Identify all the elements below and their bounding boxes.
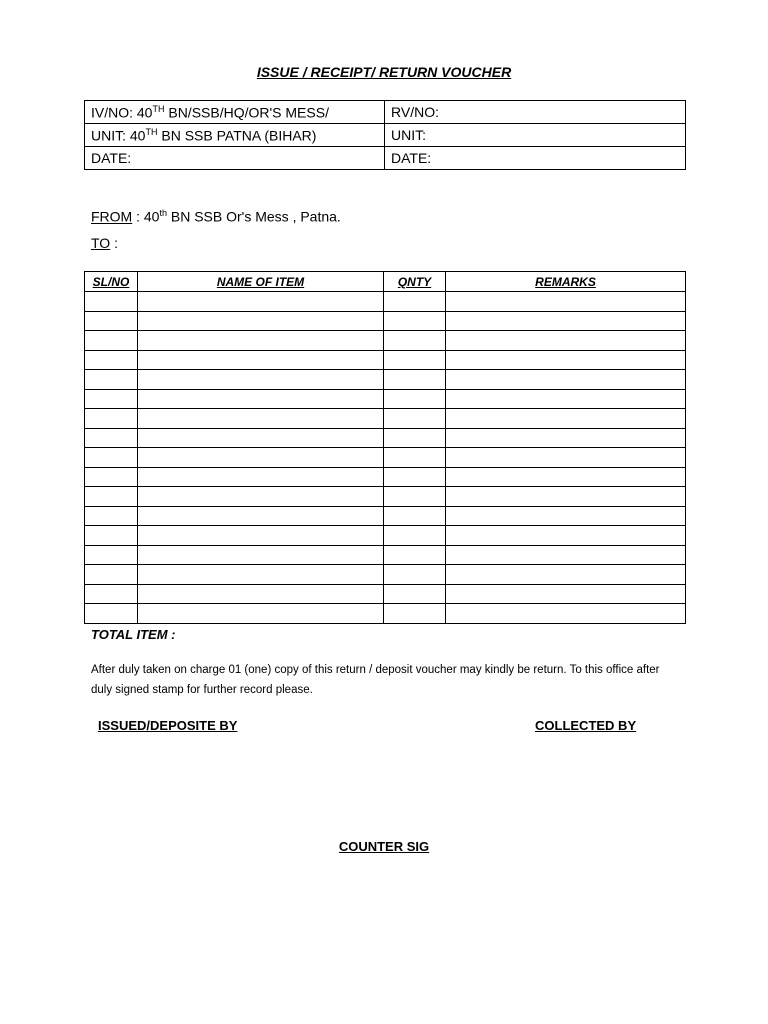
iv-number-cell: [85, 101, 385, 124]
qnty-cell[interactable]: [384, 428, 446, 448]
from-prefix: : 40: [132, 208, 160, 225]
slno-cell[interactable]: [85, 292, 138, 312]
qnty-cell[interactable]: [384, 350, 446, 370]
remarks-cell[interactable]: [446, 428, 686, 448]
table-row: [85, 428, 686, 448]
remarks-cell[interactable]: [446, 545, 686, 565]
table-row: [85, 526, 686, 546]
col-header-item-name: NAME OF ITEM: [138, 272, 384, 292]
items-table: [84, 271, 686, 624]
qnty-cell[interactable]: [384, 584, 446, 604]
item-name-cell[interactable]: [138, 409, 384, 429]
slno-cell[interactable]: [85, 350, 138, 370]
unit-prefix: UNIT: 40: [91, 127, 146, 144]
header-row-date: [85, 147, 686, 170]
voucher-header-table: [84, 100, 686, 170]
remarks-cell[interactable]: [446, 311, 686, 331]
table-row: [85, 350, 686, 370]
iv-sup: TH: [152, 103, 165, 114]
remarks-cell[interactable]: [446, 526, 686, 546]
slno-cell[interactable]: [85, 370, 138, 390]
to-text: :: [110, 235, 118, 251]
qnty-cell[interactable]: [384, 311, 446, 331]
table-row: [85, 545, 686, 565]
total-item-label: TOTAL ITEM :: [91, 627, 176, 642]
slno-cell[interactable]: [85, 389, 138, 409]
from-sup: th: [159, 208, 167, 218]
to-label: TO: [91, 235, 111, 251]
item-name-cell[interactable]: [138, 350, 384, 370]
issued-by-label: ISSUED/DEPOSITE BY: [98, 718, 238, 733]
remarks-cell[interactable]: [446, 467, 686, 487]
unit-sup: TH: [145, 126, 158, 137]
col-header-remarks: REMARKS: [446, 272, 686, 292]
qnty-cell[interactable]: [384, 526, 446, 546]
remarks-cell[interactable]: [446, 389, 686, 409]
table-row: [85, 506, 686, 526]
to-line: [91, 235, 118, 251]
qnty-cell[interactable]: [384, 292, 446, 312]
qnty-cell[interactable]: [384, 506, 446, 526]
table-row: [85, 448, 686, 468]
header-row-iv: [85, 101, 686, 124]
col-header-slno: SL/NO: [85, 272, 138, 292]
item-name-cell[interactable]: [138, 467, 384, 487]
remarks-cell[interactable]: [446, 487, 686, 507]
table-row: [85, 370, 686, 390]
table-row: [85, 584, 686, 604]
table-row: [85, 389, 686, 409]
remarks-cell[interactable]: [446, 292, 686, 312]
unit-suffix: BN SSB PATNA (BIHAR): [157, 127, 317, 144]
qnty-cell[interactable]: [384, 409, 446, 429]
item-name-cell[interactable]: [138, 448, 384, 468]
item-name-cell[interactable]: [138, 604, 384, 624]
table-row: [85, 565, 686, 585]
qnty-cell[interactable]: [384, 370, 446, 390]
slno-cell[interactable]: [85, 604, 138, 624]
unit-left-cell: [85, 124, 385, 147]
from-line: [91, 208, 341, 225]
date-right-cell: DATE:: [385, 147, 686, 170]
table-row: [85, 331, 686, 351]
qnty-cell[interactable]: [384, 331, 446, 351]
header-row-unit: [85, 124, 686, 147]
col-header-qnty: QNTY: [384, 272, 446, 292]
item-name-cell[interactable]: [138, 311, 384, 331]
voucher-title: ISSUE / RECEIPT/ RETURN VOUCHER: [256, 64, 512, 80]
table-row: [85, 487, 686, 507]
unit-right-cell: UNIT:: [385, 124, 686, 147]
iv-suffix: BN/SSB/HQ/OR'S MESS/: [164, 104, 329, 121]
slno-cell[interactable]: [85, 467, 138, 487]
qnty-cell[interactable]: [384, 487, 446, 507]
qnty-cell[interactable]: [384, 467, 446, 487]
collected-by-label: COLLECTED BY: [535, 718, 637, 733]
slno-cell[interactable]: [85, 409, 138, 429]
item-name-cell[interactable]: [138, 506, 384, 526]
item-name-cell[interactable]: [138, 331, 384, 351]
from-suffix: BN SSB Or's Mess , Patna.: [166, 208, 341, 225]
remarks-cell[interactable]: [446, 409, 686, 429]
item-name-cell[interactable]: [138, 545, 384, 565]
qnty-cell[interactable]: [384, 389, 446, 409]
item-name-cell[interactable]: [138, 584, 384, 604]
from-label: FROM: [91, 208, 133, 225]
counter-sig-label: COUNTER SIG: [338, 839, 430, 854]
remarks-cell[interactable]: [446, 604, 686, 624]
remarks-cell[interactable]: [446, 565, 686, 585]
qnty-cell[interactable]: [384, 604, 446, 624]
qnty-cell[interactable]: [384, 545, 446, 565]
date-left-cell: DATE:: [85, 147, 385, 170]
item-name-cell[interactable]: [138, 487, 384, 507]
rv-number-cell: RV/NO:: [385, 101, 686, 124]
slno-cell[interactable]: [85, 448, 138, 468]
iv-prefix: IV/NO: 40: [91, 104, 153, 121]
item-name-cell[interactable]: [138, 292, 384, 312]
table-row: [85, 409, 686, 429]
slno-cell[interactable]: [85, 331, 138, 351]
qnty-cell[interactable]: [384, 565, 446, 585]
item-name-cell[interactable]: [138, 526, 384, 546]
slno-cell[interactable]: [85, 311, 138, 331]
slno-cell[interactable]: [85, 545, 138, 565]
items-body: [85, 292, 686, 624]
remarks-cell[interactable]: [446, 448, 686, 468]
item-name-cell[interactable]: [138, 370, 384, 390]
slno-cell[interactable]: [85, 506, 138, 526]
qnty-cell[interactable]: [384, 448, 446, 468]
item-name-cell[interactable]: [138, 389, 384, 409]
remarks-cell[interactable]: [446, 370, 686, 390]
slno-cell[interactable]: [85, 526, 138, 546]
items-header-row: [85, 272, 686, 292]
table-row: [85, 467, 686, 487]
table-row: [85, 311, 686, 331]
item-name-cell[interactable]: [138, 565, 384, 585]
remarks-cell[interactable]: [446, 584, 686, 604]
remarks-cell[interactable]: [446, 350, 686, 370]
slno-cell[interactable]: [85, 428, 138, 448]
slno-cell[interactable]: [85, 487, 138, 507]
table-row: [85, 604, 686, 624]
instruction-note: After duly taken on charge 01 (one) copy of this return / deposit voucher may kindly be return. To this office after duly signed stamp for further record please.: [91, 664, 660, 696]
item-name-cell[interactable]: [138, 428, 384, 448]
remarks-cell[interactable]: [446, 331, 686, 351]
table-row: [85, 292, 686, 312]
slno-cell[interactable]: [85, 584, 138, 604]
remarks-cell[interactable]: [446, 506, 686, 526]
slno-cell[interactable]: [85, 565, 138, 585]
